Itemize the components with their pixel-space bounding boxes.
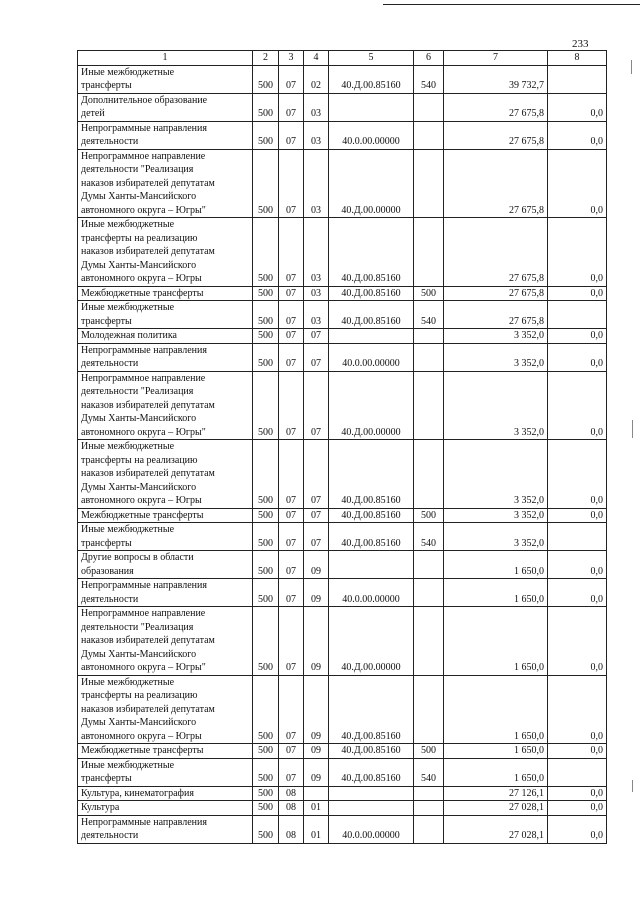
target-article-cell: 40.Д.00.85160	[329, 301, 414, 329]
target-article-cell: 40.0.00.00000	[329, 121, 414, 149]
amount-extra-cell: 0,0	[548, 579, 607, 607]
amount-extra-cell: 0,0	[548, 815, 607, 843]
expense-type-cell: 500	[414, 744, 444, 759]
subsection-cell: 01	[304, 801, 329, 816]
amount-extra-cell	[548, 758, 607, 786]
amount-cell: 1 650,0	[444, 579, 548, 607]
row-name-text: Непрограммное направление деятельности "Реализация наказов избирателей депутатам Думы Ханты-Мансийского автономного округа – Югры"	[81, 608, 215, 673]
admin-code-cell: 500	[253, 121, 279, 149]
row-name-text: Непрограммные направления деятельности	[81, 580, 207, 605]
column-header: 2	[253, 51, 279, 66]
admin-code-cell: 500	[253, 301, 279, 329]
amount-cell: 27 675,8	[444, 218, 548, 287]
admin-code-cell: 500	[253, 607, 279, 676]
amount-cell: 27 675,8	[444, 121, 548, 149]
subsection-cell	[304, 786, 329, 801]
admin-code-cell: 500	[253, 440, 279, 509]
amount-extra-cell: 0,0	[548, 329, 607, 344]
amount-extra-cell: 0,0	[548, 286, 607, 301]
admin-code-cell: 500	[253, 371, 279, 440]
amount-cell: 1 650,0	[444, 744, 548, 759]
subsection-cell: 09	[304, 675, 329, 744]
subsection-cell: 07	[304, 508, 329, 523]
expense-type-cell	[414, 121, 444, 149]
table-row	[78, 523, 607, 551]
table-row	[78, 343, 607, 371]
admin-code-cell: 500	[253, 149, 279, 218]
target-article-cell	[329, 786, 414, 801]
row-name-text: Иные межбюджетные трансферты	[81, 66, 175, 91]
row-name-text: Межбюджетные трансферты	[81, 745, 204, 756]
amount-cell: 1 650,0	[444, 758, 548, 786]
subsection-cell: 03	[304, 218, 329, 287]
amount-cell: 27 028,1	[444, 801, 548, 816]
admin-code-cell: 500	[253, 343, 279, 371]
table-row	[78, 93, 607, 121]
target-article-cell: 40.Д.00.00000	[329, 607, 414, 676]
row-name-cell	[78, 758, 253, 786]
amount-cell: 39 732,7	[444, 65, 548, 93]
amount-extra-cell: 0,0	[548, 744, 607, 759]
subsection-cell: 07	[304, 440, 329, 509]
table-row	[78, 758, 607, 786]
section-cell: 08	[279, 786, 304, 801]
row-name-cell	[78, 93, 253, 121]
expense-type-cell	[414, 801, 444, 816]
section-cell: 07	[279, 121, 304, 149]
subsection-cell: 07	[304, 371, 329, 440]
target-article-cell: 40.Д.00.85160	[329, 508, 414, 523]
amount-extra-cell: 0,0	[548, 607, 607, 676]
row-name-text: Культура, кинематография	[81, 787, 194, 799]
table-row	[78, 286, 607, 301]
section-cell: 08	[279, 815, 304, 843]
admin-code-cell: 500	[253, 758, 279, 786]
scan-artifact	[632, 780, 633, 792]
row-name-text: Межбюджетные трансферты	[81, 287, 204, 299]
row-name-text: Иные межбюджетные трансферты	[81, 302, 175, 327]
row-name-text: Иные межбюджетные трансферты	[81, 524, 175, 549]
admin-code-cell: 500	[253, 329, 279, 344]
target-article-cell: 40.0.00.00000	[329, 579, 414, 607]
amount-cell: 27 675,8	[444, 286, 548, 301]
amount-extra-cell: 0,0	[548, 508, 607, 523]
expense-type-cell: 540	[414, 758, 444, 786]
admin-code-cell: 500	[253, 801, 279, 816]
target-article-cell: 40.Д.00.85160	[329, 744, 414, 759]
section-cell: 07	[279, 149, 304, 218]
row-name-cell	[78, 440, 253, 509]
expense-type-cell	[414, 607, 444, 676]
table-header-row	[78, 51, 607, 66]
amount-cell: 3 352,0	[444, 371, 548, 440]
section-cell: 07	[279, 551, 304, 579]
row-name-cell	[78, 329, 253, 344]
section-cell: 07	[279, 93, 304, 121]
target-article-cell	[329, 551, 414, 579]
section-cell: 07	[279, 523, 304, 551]
amount-extra-cell: 0,0	[548, 218, 607, 287]
table-row	[78, 744, 607, 759]
row-name-text: Молодежная политика	[81, 330, 177, 341]
section-cell: 07	[279, 675, 304, 744]
row-name-cell	[78, 508, 253, 523]
budget-table	[77, 50, 607, 844]
expense-type-cell: 540	[414, 523, 444, 551]
target-article-cell: 40.Д.00.85160	[329, 440, 414, 509]
row-name-text: Непрограммные направления деятельности	[81, 816, 207, 841]
row-name-text: Дополнительное образование детей	[81, 94, 208, 119]
expense-type-cell	[414, 579, 444, 607]
amount-extra-cell: 0,0	[548, 371, 607, 440]
row-name-cell	[78, 815, 253, 843]
column-header: 8	[548, 51, 607, 66]
expense-type-cell	[414, 343, 444, 371]
section-cell: 07	[279, 579, 304, 607]
target-article-cell: 40.Д.00.00000	[329, 371, 414, 440]
amount-extra-cell: 0,0	[548, 149, 607, 218]
target-article-cell: 40.Д.00.85160	[329, 218, 414, 287]
column-header: 5	[329, 51, 414, 66]
row-name-cell	[78, 675, 253, 744]
amount-cell: 3 352,0	[444, 508, 548, 523]
admin-code-cell: 500	[253, 815, 279, 843]
row-name-cell	[78, 371, 253, 440]
table-row	[78, 218, 607, 287]
row-name-text: Непрограммное направление деятельности "Реализация наказов избирателей депутатам Думы Ханты-Мансийского автономного округа – Югры"	[81, 372, 215, 438]
target-article-cell: 40.Д.00.85160	[329, 286, 414, 301]
row-name-cell	[78, 523, 253, 551]
table-row	[78, 65, 607, 93]
row-name-text: Иные межбюджетные трансферты на реализацию наказов избирателей депутатам Думы Ханты-Мансийского автономного округа – Югры	[81, 219, 215, 284]
amount-cell: 1 650,0	[444, 607, 548, 676]
subsection-cell: 01	[304, 815, 329, 843]
table-row	[78, 551, 607, 579]
amount-cell: 3 352,0	[444, 523, 548, 551]
row-name-text: Другие вопросы в области образования	[81, 552, 194, 577]
top-rule	[383, 4, 640, 5]
scan-artifact	[631, 60, 632, 74]
expense-type-cell	[414, 786, 444, 801]
amount-extra-cell: 0,0	[548, 551, 607, 579]
admin-code-cell: 500	[253, 675, 279, 744]
row-name-cell	[78, 551, 253, 579]
table-row	[78, 815, 607, 843]
target-article-cell	[329, 801, 414, 816]
amount-cell: 1 650,0	[444, 551, 548, 579]
row-name-cell	[78, 286, 253, 301]
subsection-cell: 07	[304, 329, 329, 344]
column-header: 7	[444, 51, 548, 66]
row-name-text: Непрограммные направления деятельности	[81, 122, 207, 147]
subsection-cell: 09	[304, 758, 329, 786]
table-row	[78, 607, 607, 676]
section-cell: 08	[279, 801, 304, 816]
table-row	[78, 121, 607, 149]
table-row	[78, 301, 607, 329]
row-name-cell	[78, 65, 253, 93]
target-article-cell: 40.Д.00.00000	[329, 149, 414, 218]
section-cell: 07	[279, 65, 304, 93]
section-cell: 07	[279, 286, 304, 301]
expense-type-cell	[414, 371, 444, 440]
expense-type-cell	[414, 815, 444, 843]
amount-cell: 3 352,0	[444, 329, 548, 344]
expense-type-cell: 500	[414, 286, 444, 301]
table-row	[78, 329, 607, 344]
admin-code-cell: 500	[253, 523, 279, 551]
expense-type-cell: 540	[414, 65, 444, 93]
target-article-cell: 40.Д.00.85160	[329, 523, 414, 551]
section-cell: 07	[279, 218, 304, 287]
section-cell: 07	[279, 440, 304, 509]
amount-cell: 3 352,0	[444, 343, 548, 371]
scan-artifact	[632, 420, 633, 438]
row-name-cell	[78, 343, 253, 371]
amount-cell: 27 028,1	[444, 815, 548, 843]
row-name-cell	[78, 744, 253, 759]
row-name-cell	[78, 121, 253, 149]
section-cell: 07	[279, 758, 304, 786]
table-row	[78, 149, 607, 218]
admin-code-cell: 500	[253, 508, 279, 523]
row-name-cell	[78, 786, 253, 801]
expense-type-cell: 540	[414, 301, 444, 329]
table-row	[78, 508, 607, 523]
section-cell: 07	[279, 301, 304, 329]
row-name-text: Непрограммное направление деятельности "Реализация наказов избирателей депутатам Думы Ханты-Мансийского автономного округа – Югры"	[81, 150, 215, 216]
subsection-cell: 03	[304, 301, 329, 329]
row-name-text: Иные межбюджетные трансферты на реализацию наказов избирателей депутатам Думы Ханты-Мансийского автономного округа – Югры	[81, 676, 215, 742]
amount-extra-cell: 0,0	[548, 121, 607, 149]
amount-cell: 27 675,8	[444, 301, 548, 329]
row-name-text: Непрограммные направления деятельности	[81, 344, 207, 369]
amount-extra-cell	[548, 301, 607, 329]
section-cell: 07	[279, 607, 304, 676]
expense-type-cell	[414, 440, 444, 509]
amount-extra-cell: 0,0	[548, 801, 607, 816]
amount-extra-cell	[548, 523, 607, 551]
subsection-cell: 09	[304, 744, 329, 759]
amount-extra-cell	[548, 65, 607, 93]
table-row	[78, 440, 607, 509]
admin-code-cell: 500	[253, 579, 279, 607]
table-row	[78, 675, 607, 744]
row-name-cell	[78, 801, 253, 816]
subsection-cell: 03	[304, 149, 329, 218]
section-cell: 07	[279, 343, 304, 371]
expense-type-cell	[414, 149, 444, 218]
section-cell: 07	[279, 744, 304, 759]
admin-code-cell: 500	[253, 218, 279, 287]
expense-type-cell	[414, 329, 444, 344]
target-article-cell: 40.0.00.00000	[329, 815, 414, 843]
expense-type-cell	[414, 93, 444, 121]
column-header: 1	[78, 51, 253, 66]
amount-extra-cell: 0,0	[548, 786, 607, 801]
admin-code-cell: 500	[253, 65, 279, 93]
table-row	[78, 801, 607, 816]
column-header: 6	[414, 51, 444, 66]
expense-type-cell: 500	[414, 508, 444, 523]
target-article-cell	[329, 329, 414, 344]
table-row	[78, 371, 607, 440]
row-name-cell	[78, 218, 253, 287]
target-article-cell	[329, 93, 414, 121]
amount-extra-cell: 0,0	[548, 93, 607, 121]
amount-cell: 27 126,1	[444, 786, 548, 801]
subsection-cell: 09	[304, 607, 329, 676]
row-name-cell	[78, 301, 253, 329]
subsection-cell: 03	[304, 286, 329, 301]
amount-cell: 1 650,0	[444, 675, 548, 744]
admin-code-cell: 500	[253, 93, 279, 121]
row-name-cell	[78, 579, 253, 607]
expense-type-cell	[414, 675, 444, 744]
amount-extra-cell: 0,0	[548, 675, 607, 744]
column-header: 4	[304, 51, 329, 66]
section-cell: 07	[279, 329, 304, 344]
subsection-cell: 03	[304, 93, 329, 121]
admin-code-cell: 500	[253, 786, 279, 801]
expense-type-cell	[414, 218, 444, 287]
table-row	[78, 579, 607, 607]
amount-cell: 27 675,8	[444, 149, 548, 218]
amount-cell: 27 675,8	[444, 93, 548, 121]
target-article-cell: 40.Д.00.85160	[329, 675, 414, 744]
table-row	[78, 786, 607, 801]
subsection-cell: 07	[304, 523, 329, 551]
row-name-text: Межбюджетные трансферты	[81, 509, 204, 521]
section-cell: 07	[279, 508, 304, 523]
expense-type-cell	[414, 551, 444, 579]
amount-extra-cell: 0,0	[548, 440, 607, 509]
row-name-text: Иные межбюджетные трансферты на реализацию наказов избирателей депутатам Думы Ханты-Мансийского автономного округа – Югры	[81, 441, 215, 506]
target-article-cell: 40.Д.00.85160	[329, 758, 414, 786]
target-article-cell: 40.0.00.00000	[329, 343, 414, 371]
amount-cell: 3 352,0	[444, 440, 548, 509]
subsection-cell: 07	[304, 343, 329, 371]
subsection-cell: 03	[304, 121, 329, 149]
admin-code-cell: 500	[253, 286, 279, 301]
subsection-cell: 09	[304, 579, 329, 607]
section-cell: 07	[279, 371, 304, 440]
row-name-text: Культура	[81, 802, 120, 813]
column-header: 3	[279, 51, 304, 66]
admin-code-cell: 500	[253, 744, 279, 759]
amount-extra-cell: 0,0	[548, 343, 607, 371]
row-name-cell	[78, 607, 253, 676]
subsection-cell: 09	[304, 551, 329, 579]
target-article-cell: 40.Д.00.85160	[329, 65, 414, 93]
subsection-cell: 02	[304, 65, 329, 93]
page-number: 233	[572, 38, 589, 50]
admin-code-cell: 500	[253, 551, 279, 579]
row-name-text: Иные межбюджетные трансферты	[81, 759, 175, 784]
row-name-cell	[78, 149, 253, 218]
